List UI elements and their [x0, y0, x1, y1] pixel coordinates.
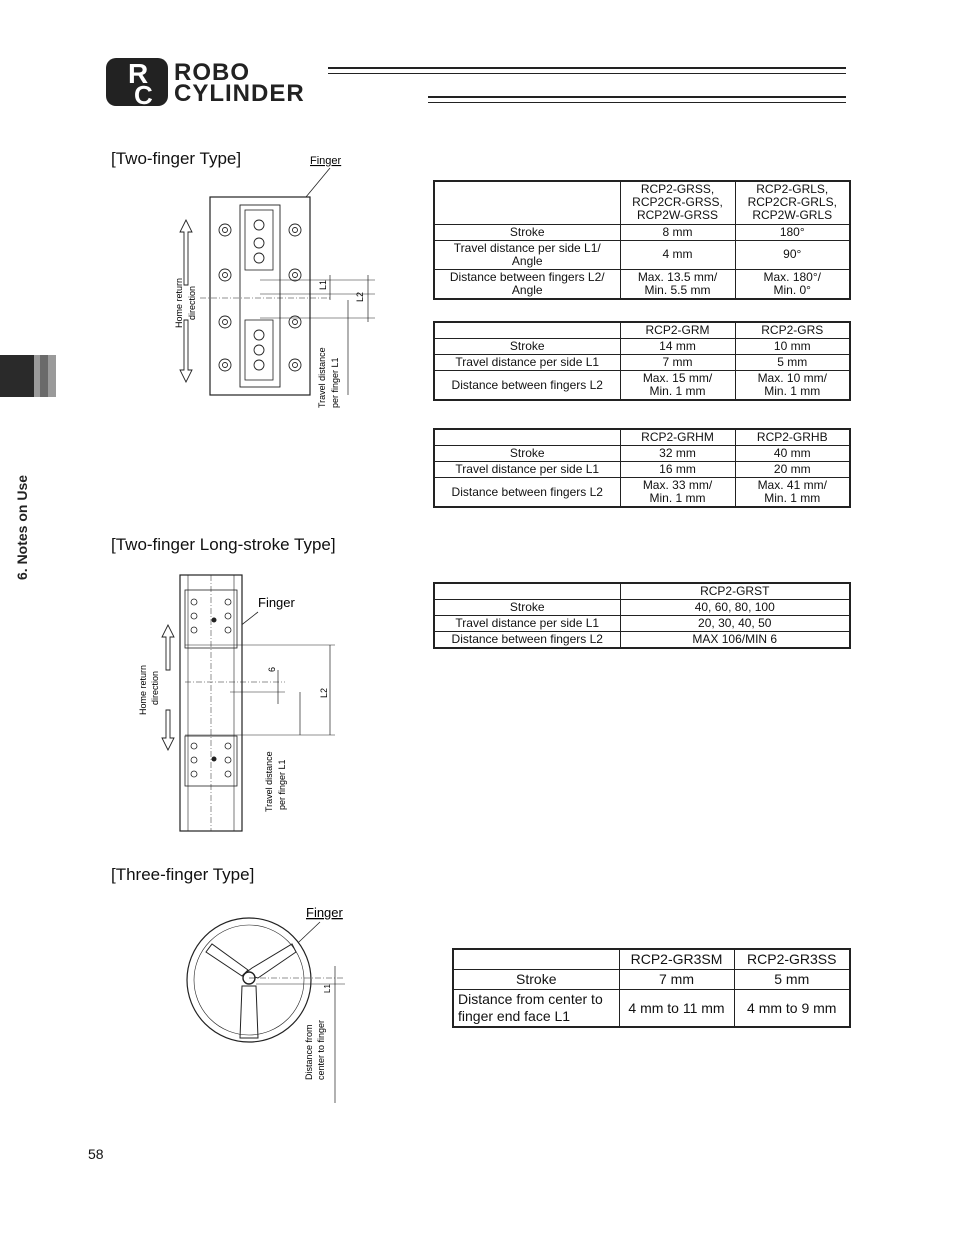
table-header-cell: RCP2-GRLS, RCP2CR-GRLS, RCP2W-GRLS: [735, 181, 850, 224]
home-return-label-long-1: Home return: [138, 664, 148, 715]
rc-logo: [106, 58, 168, 106]
table-cell: 5 mm: [735, 355, 850, 371]
page-number: 58: [88, 1146, 104, 1162]
dim-l2-long: L2: [319, 687, 329, 698]
table-row-label: Stroke: [453, 970, 619, 990]
table-header-cell: RCP2-GRS: [735, 322, 850, 339]
table-row-label: Travel distance per side L1: [434, 616, 620, 632]
table-cell: Max. 10 mm/ Min. 1 mm: [735, 371, 850, 401]
header-rule: [428, 96, 846, 98]
table-cell: 32 mm: [620, 446, 735, 462]
table-cell: Max. 180°/ Min. 0°: [735, 269, 850, 299]
table-cell: 5 mm: [734, 970, 850, 990]
table-row-label: Distance between fingers L2: [434, 371, 620, 401]
spec-table-grst: [433, 582, 851, 649]
dist-label-2: center to finger: [316, 1019, 326, 1080]
table-header-cell: RCP2-GRHM: [620, 429, 735, 446]
table-header-cell: RCP2-GRST: [620, 583, 850, 600]
table-row-label: Travel distance per side L1: [434, 355, 620, 371]
table-row-label: Travel distance per side L1: [434, 462, 620, 478]
table-cell: 20 mm: [735, 462, 850, 478]
table-cell: 4 mm to 9 mm: [734, 990, 850, 1028]
dim-l1: L1: [318, 279, 328, 290]
table-cell: 4 mm: [620, 240, 735, 269]
table-header-cell: RCP2-GR3SS: [734, 949, 850, 970]
travel-label-2: per finger L1: [330, 357, 340, 408]
table-cell: MAX 106/MIN 6: [620, 632, 850, 649]
table-cell: Max. 41 mm/ Min. 1 mm: [735, 478, 850, 508]
dim-6: 6: [267, 666, 277, 672]
table-row-label: Stroke: [434, 446, 620, 462]
finger-label: Finger: [310, 155, 342, 167]
header-rule: [328, 73, 846, 74]
table-row-label: Distance between fingers L2/ Angle: [434, 269, 620, 299]
section-title-two-finger: [Two-finger Type]: [111, 149, 242, 168]
travel-label-1: Travel distance: [317, 347, 327, 408]
table-cell: 40 mm: [735, 446, 850, 462]
table-cell: 90°: [735, 240, 850, 269]
logo-letter-c: C: [134, 80, 153, 106]
home-return-label-1: Home return: [174, 277, 184, 328]
table-row-label: Stroke: [434, 224, 620, 240]
table-cell: Max. 15 mm/ Min. 1 mm: [620, 371, 735, 401]
three-finger-diagram: [180, 898, 360, 1113]
spec-table-grm-grs: [433, 321, 851, 401]
table-header-blank: [453, 949, 619, 970]
section-title-three-finger: [Three-finger Type]: [111, 865, 255, 884]
chapter-tab: [0, 355, 34, 397]
table-cell: 16 mm: [620, 462, 735, 478]
table-cell: Max. 33 mm/ Min. 1 mm: [620, 478, 735, 508]
table-cell: 40, 60, 80, 100: [620, 600, 850, 616]
table-header-cell: RCP2-GRM: [620, 322, 735, 339]
table-header-blank: [434, 322, 620, 339]
long-stroke-diagram: [130, 570, 350, 835]
table-row-label: Distance between fingers L2: [434, 478, 620, 508]
table-header-blank: [434, 429, 620, 446]
home-return-label-long-2: direction: [150, 670, 160, 705]
chapter-label: 6. Notes on Use: [14, 474, 30, 580]
table-header-cell: RCP2-GR3SM: [619, 949, 734, 970]
header-rule: [328, 67, 846, 69]
travel-label-long-1: Travel distance: [264, 751, 274, 812]
table-cell: 20, 30, 40, 50: [620, 616, 850, 632]
spec-table-gr3: [452, 948, 851, 1028]
table-row-label: Travel distance per side L1/ Angle: [434, 240, 620, 269]
dim-l1-three: L1: [323, 984, 332, 993]
section-title-long-stroke: [Two-finger Long-stroke Type]: [111, 535, 336, 554]
table-row-label: Distance from center to finger end face L1: [453, 990, 619, 1028]
table-cell: 7 mm: [620, 355, 735, 371]
header-rule: [428, 102, 846, 103]
home-return-label-2: direction: [187, 285, 197, 320]
logo-robo: ROBO: [174, 59, 250, 86]
table-cell: 8 mm: [620, 224, 735, 240]
dim-l2: L2: [355, 291, 365, 302]
table-header-blank: [434, 181, 620, 224]
finger-label-three: Finger: [306, 905, 343, 920]
table-row-label: Stroke: [434, 600, 620, 616]
table-cell: 10 mm: [735, 339, 850, 355]
table-header-cell: RCP2-GRSS, RCP2CR-GRSS, RCP2W-GRSS: [620, 181, 735, 224]
table-cell: 7 mm: [619, 970, 734, 990]
logo-cylinder: CYLINDER: [174, 80, 305, 107]
two-finger-diagram: [160, 150, 390, 415]
logo-letter-r: R: [128, 58, 149, 89]
table-cell: Max. 13.5 mm/ Min. 5.5 mm: [620, 269, 735, 299]
spec-table-grss-grls: [433, 180, 851, 300]
table-row-label: Stroke: [434, 339, 620, 355]
chapter-tab-shade: [40, 355, 48, 397]
table-header-cell: RCP2-GRHB: [735, 429, 850, 446]
spec-table-grhm-grhb: [433, 428, 851, 508]
table-cell: 180°: [735, 224, 850, 240]
finger-label-long: Finger: [258, 595, 295, 610]
table-cell: 4 mm to 11 mm: [619, 990, 734, 1028]
table-header-blank: [434, 583, 620, 600]
dist-label-1: Distance from: [304, 1024, 314, 1080]
table-row-label: Distance between fingers L2: [434, 632, 620, 649]
table-cell: 14 mm: [620, 339, 735, 355]
travel-label-long-2: per finger L1: [277, 759, 287, 810]
